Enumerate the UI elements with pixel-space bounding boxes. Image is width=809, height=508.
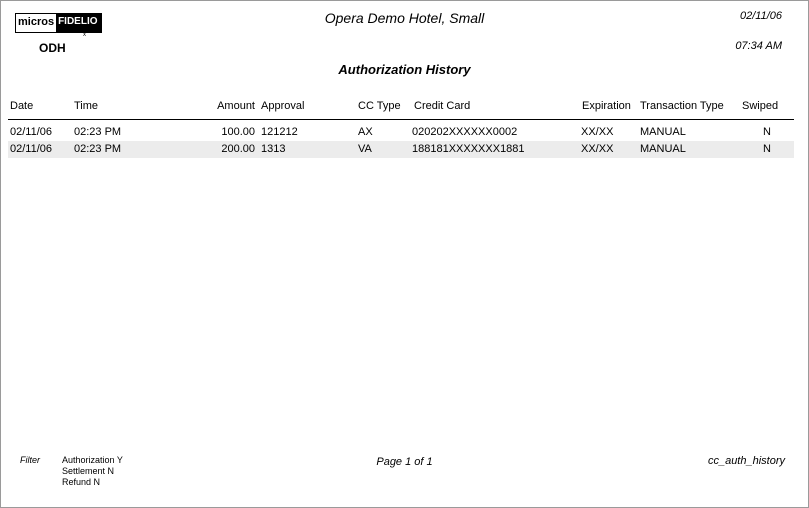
header-divider (8, 119, 794, 120)
print-date: 02/11/06 (739, 10, 782, 22)
table-row (8, 124, 794, 141)
cell-credit-card: 188181XXXXXXX1881 (412, 143, 525, 155)
cell-swiped: N (763, 143, 771, 155)
cell-cc-type: AX (358, 126, 373, 138)
column-header-approval: Approval (261, 100, 305, 112)
column-header-credit-card: Credit Card (414, 100, 471, 112)
column-header-amount: Amount (217, 100, 255, 112)
filter-authorization: Authorization Y (62, 455, 123, 465)
cell-date: 02/11/06 (10, 126, 53, 138)
column-header-date: Date (10, 100, 34, 112)
cell-amount: 200.00 (221, 143, 255, 155)
cell-amount: 100.00 (221, 126, 255, 138)
cell-credit-card: 020202XXXXXX0002 (412, 126, 518, 138)
column-header-cc-type: CC Type (358, 100, 401, 112)
hotel-name: Opera Demo Hotel, Small (324, 10, 485, 26)
logo-fidelio-text: FIDELIO (56, 14, 100, 32)
report-name: cc_auth_history (707, 455, 785, 467)
filter-label: Filter (20, 455, 40, 465)
cell-approval: 1313 (261, 143, 286, 155)
cell-date: 02/11/06 (10, 143, 53, 155)
logo-micros-text: micros (16, 14, 56, 32)
column-header-swiped: Swiped (742, 100, 779, 112)
cell-swiped: N (763, 126, 771, 138)
logo-mark: x (83, 32, 86, 38)
cell-expiration: XX/XX (581, 126, 614, 138)
column-header-expiration: Expiration (582, 100, 631, 112)
cell-expiration: XX/XX (581, 143, 614, 155)
cell-cc-type: VA (358, 143, 372, 155)
table-row (8, 141, 794, 158)
cell-transaction-type: MANUAL (640, 126, 686, 138)
cell-time: 02:23 PM (74, 126, 122, 138)
print-time: 07:34 AM (735, 40, 782, 52)
filter-refund: Refund N (62, 477, 101, 487)
filter-settlement: Settlement N (62, 466, 115, 476)
page-number: Page 1 of 1 (376, 456, 433, 468)
report-title: Authorization History (338, 62, 471, 77)
cell-approval: 121212 (261, 126, 298, 138)
column-header-time: Time (74, 100, 99, 112)
cell-time: 02:23 PM (74, 143, 122, 155)
cell-transaction-type: MANUAL (640, 143, 686, 155)
property-code: ODH (39, 41, 66, 55)
column-header-transaction-type: Transaction Type (640, 100, 724, 112)
